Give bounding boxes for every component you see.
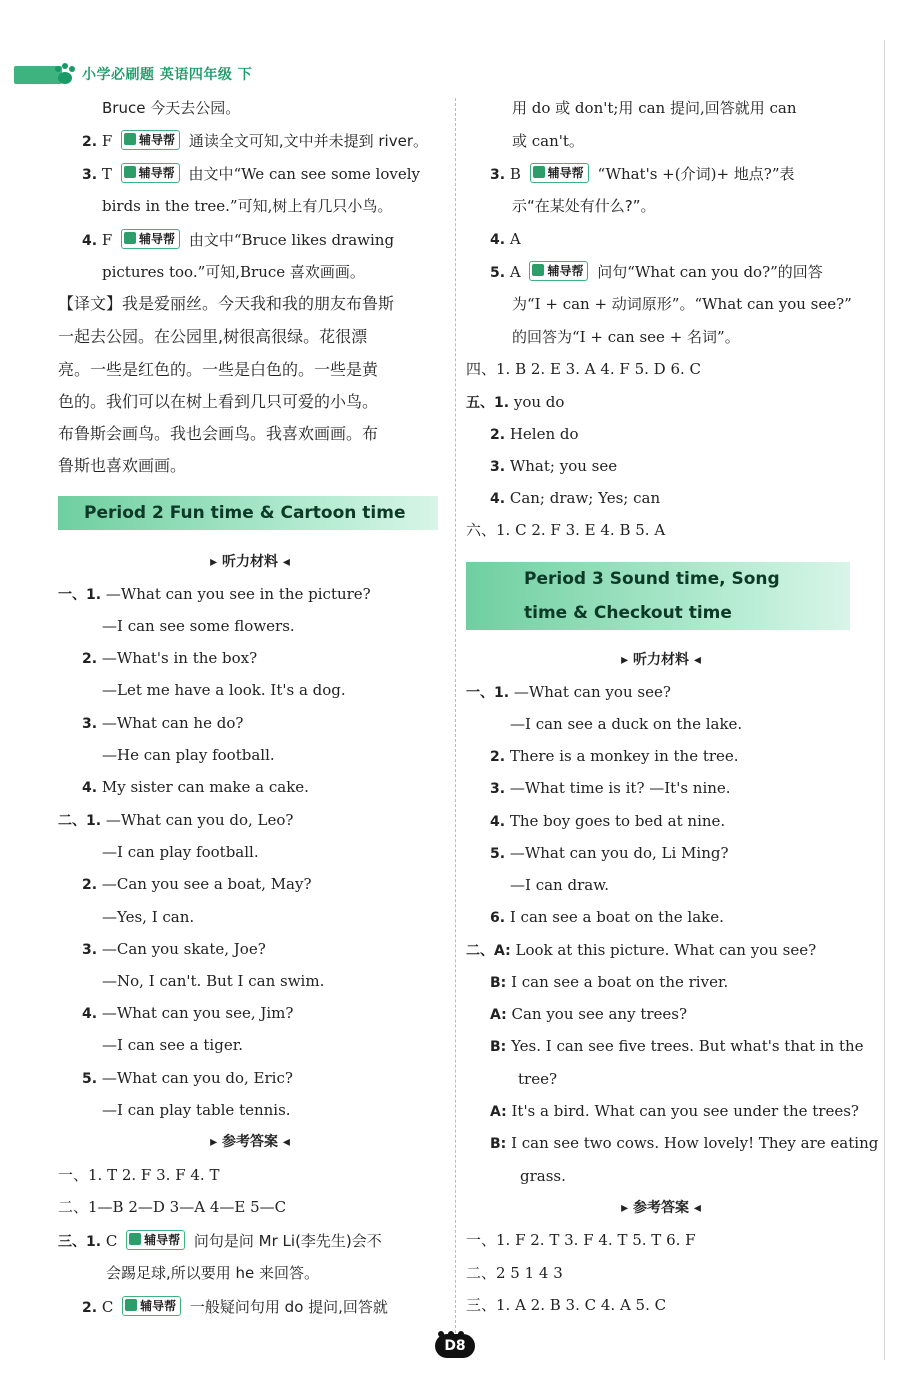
text-line: 用 do 或 don't;用 can 提问,回答就用 can — [512, 99, 797, 117]
answer-line: 一、1. T 2. F 3. F 4. T — [58, 1166, 220, 1184]
section-banner-period-3: Period 3 Sound time, Song time & Checkout time — [466, 562, 850, 630]
list-item: 5. —What can you do, Eric? — [82, 1069, 293, 1087]
text-line: 为“I + can + 动词原形”。“What can you see?” — [512, 295, 852, 313]
answer-line: 2. Helen do — [490, 425, 579, 443]
list-item: —Let me have a look. It's a dog. — [102, 681, 346, 699]
list-item: —I can see some flowers. — [102, 617, 295, 635]
list-item: 二、1. —What can you do, Leo? — [58, 811, 294, 829]
tutor-tag: 辅导帮 — [121, 229, 180, 249]
tutor-tag: 辅导帮 — [126, 1230, 185, 1250]
answer-heading: ▸ 参考答案 ◂ — [210, 1134, 290, 1150]
tutor-tag: 辅导帮 — [121, 163, 180, 183]
text-line: 会踢足球,所以要用 he 来回答。 — [106, 1264, 320, 1282]
paw-icon — [52, 62, 78, 86]
answer-line: 一、1. F 2. T 3. F 4. T 5. T 6. F — [466, 1231, 696, 1249]
listening-heading: ▸ 听力材料 ◂ — [621, 652, 701, 668]
list-item: 3. —What time is it? —It's nine. — [490, 779, 731, 797]
dialogue-line: A: Can you see any trees? — [490, 1005, 688, 1023]
page-number: D8 — [435, 1334, 475, 1358]
book-icon — [533, 166, 545, 178]
answer-line: 4. Can; draw; Yes; can — [490, 489, 661, 507]
text-line: birds in the tree.”可知,树上有几只小鸟。 — [102, 197, 393, 215]
dialogue-line: B: I can see two cows. How lovely! They are eating — [490, 1134, 879, 1152]
translation-line: 亮。一些是红色的。一些是白色的。一些是黄 — [58, 360, 379, 379]
list-item: 一、1. —What can you see in the picture? — [58, 585, 371, 603]
answer-line: 三、1. A 2. B 3. C 4. A 5. C — [466, 1296, 667, 1314]
list-item: 2. —Can you see a boat, May? — [82, 875, 312, 893]
dialogue-line: A: It's a bird. What can you see under the trees? — [490, 1102, 859, 1120]
list-item: —I can draw. — [510, 876, 610, 894]
translation-line: 色的。我们可以在树上看到几只可爱的小鸟。 — [58, 392, 379, 411]
text-line: 的回答为“I + can see + 名词”。 — [512, 328, 740, 346]
list-item: —I can play football. — [102, 843, 259, 861]
text-line: 示“在某处有什么?”。 — [512, 197, 656, 215]
answer-line: 2. C 辅导帮 一般疑问句用 do 提问,回答就 — [82, 1298, 388, 1316]
list-item: 3. —Can you skate, Joe? — [82, 940, 266, 958]
tutor-tag: 辅导帮 — [121, 130, 180, 150]
dialogue-line: B: Yes. I can see five trees. But what's that in the — [490, 1037, 864, 1055]
listening-heading: ▸ 听力材料 ◂ — [210, 554, 290, 570]
answer-line: 3. What; you see — [490, 457, 618, 475]
list-item: 2. —What's in the box? — [82, 649, 258, 667]
translation-line: 布鲁斯会画鸟。我也会画鸟。我喜欢画画。布 — [58, 424, 379, 443]
list-item: 2. There is a monkey in the tree. — [490, 747, 739, 765]
answer-line: 4. F 辅导帮 由文中“Bruce likes drawing — [82, 231, 395, 249]
answer-line: 3. B 辅导帮 “What's +(介词)+ 地点?”表 — [490, 165, 795, 183]
tutor-tag: 辅导帮 — [529, 261, 588, 281]
answer-line: 四、1. B 2. E 3. A 4. F 5. D 6. C — [466, 360, 702, 378]
answer-line: 三、1. C 辅导帮 问句是问 Mr Li(李先生)会不 — [58, 1232, 382, 1250]
header-title: 小学必刷题 英语四年级 下 — [82, 67, 253, 83]
tutor-tag: 辅导帮 — [530, 163, 589, 183]
list-item: 4. My sister can make a cake. — [82, 778, 309, 796]
list-item: 6. I can see a boat on the lake. — [490, 908, 724, 926]
book-icon — [124, 133, 136, 145]
dialogue-line: B: I can see a boat on the river. — [490, 973, 729, 991]
answer-line: 二、1—B 2—D 3—A 4—E 5—C — [58, 1198, 287, 1216]
dialogue-line: grass. — [520, 1167, 566, 1185]
text-line: 或 can't。 — [512, 132, 584, 150]
list-item: —He can play football. — [102, 746, 275, 764]
list-item: —I can play table tennis. — [102, 1101, 291, 1119]
answer-line: 5. A 辅导帮 问句“What can you do?”的回答 — [490, 263, 823, 281]
dialogue-line: tree? — [518, 1070, 557, 1088]
list-item: 4. The boy goes to bed at nine. — [490, 812, 726, 830]
book-icon — [124, 232, 136, 244]
book-icon — [129, 1233, 141, 1245]
section-banner-period-2: Period 2 Fun time & Cartoon time — [58, 496, 438, 530]
book-icon — [124, 166, 136, 178]
answer-line: 二、2 5 1 4 3 — [466, 1264, 563, 1282]
tutor-tag: 辅导帮 — [122, 1296, 181, 1316]
list-item: —I can see a duck on the lake. — [510, 715, 743, 733]
list-item: 3. —What can he do? — [82, 714, 244, 732]
translation-line: 一起去公园。在公园里,树很高很绿。花很漂 — [58, 327, 368, 346]
book-icon — [125, 1299, 137, 1311]
list-item: —I can see a tiger. — [102, 1036, 243, 1054]
answer-line: 六、1. C 2. F 3. E 4. B 5. A — [466, 521, 666, 539]
text-line: pictures too.”可知,Bruce 喜欢画画。 — [102, 263, 365, 281]
translation-line: 【译文】我是爱丽丝。今天我和我的朋友布鲁斯 — [58, 294, 395, 313]
dialogue-line: 二、A: Look at this picture. What can you see? — [466, 941, 817, 959]
answer-line: 五、1. you do — [466, 393, 565, 411]
answer-heading: ▸ 参考答案 ◂ — [621, 1200, 701, 1216]
text-line: Bruce 今天去公园。 — [102, 99, 241, 117]
answer-line: 2. F 辅导帮 通读全文可知,文中并未提到 river。 — [82, 132, 428, 150]
page-edge-line — [884, 40, 885, 1360]
answer-line: 3. T 辅导帮 由文中“We can see some lovely — [82, 165, 420, 183]
translation-line: 鲁斯也喜欢画画。 — [58, 456, 187, 475]
list-item: 一、1. —What can you see? — [466, 683, 671, 701]
book-icon — [532, 264, 544, 276]
list-item: —No, I can't. But I can swim. — [102, 972, 325, 990]
column-divider — [455, 98, 456, 1338]
list-item: 4. —What can you see, Jim? — [82, 1004, 294, 1022]
answer-line: 4. A — [490, 230, 521, 248]
list-item: —Yes, I can. — [102, 908, 195, 926]
list-item: 5. —What can you do, Li Ming? — [490, 844, 729, 862]
